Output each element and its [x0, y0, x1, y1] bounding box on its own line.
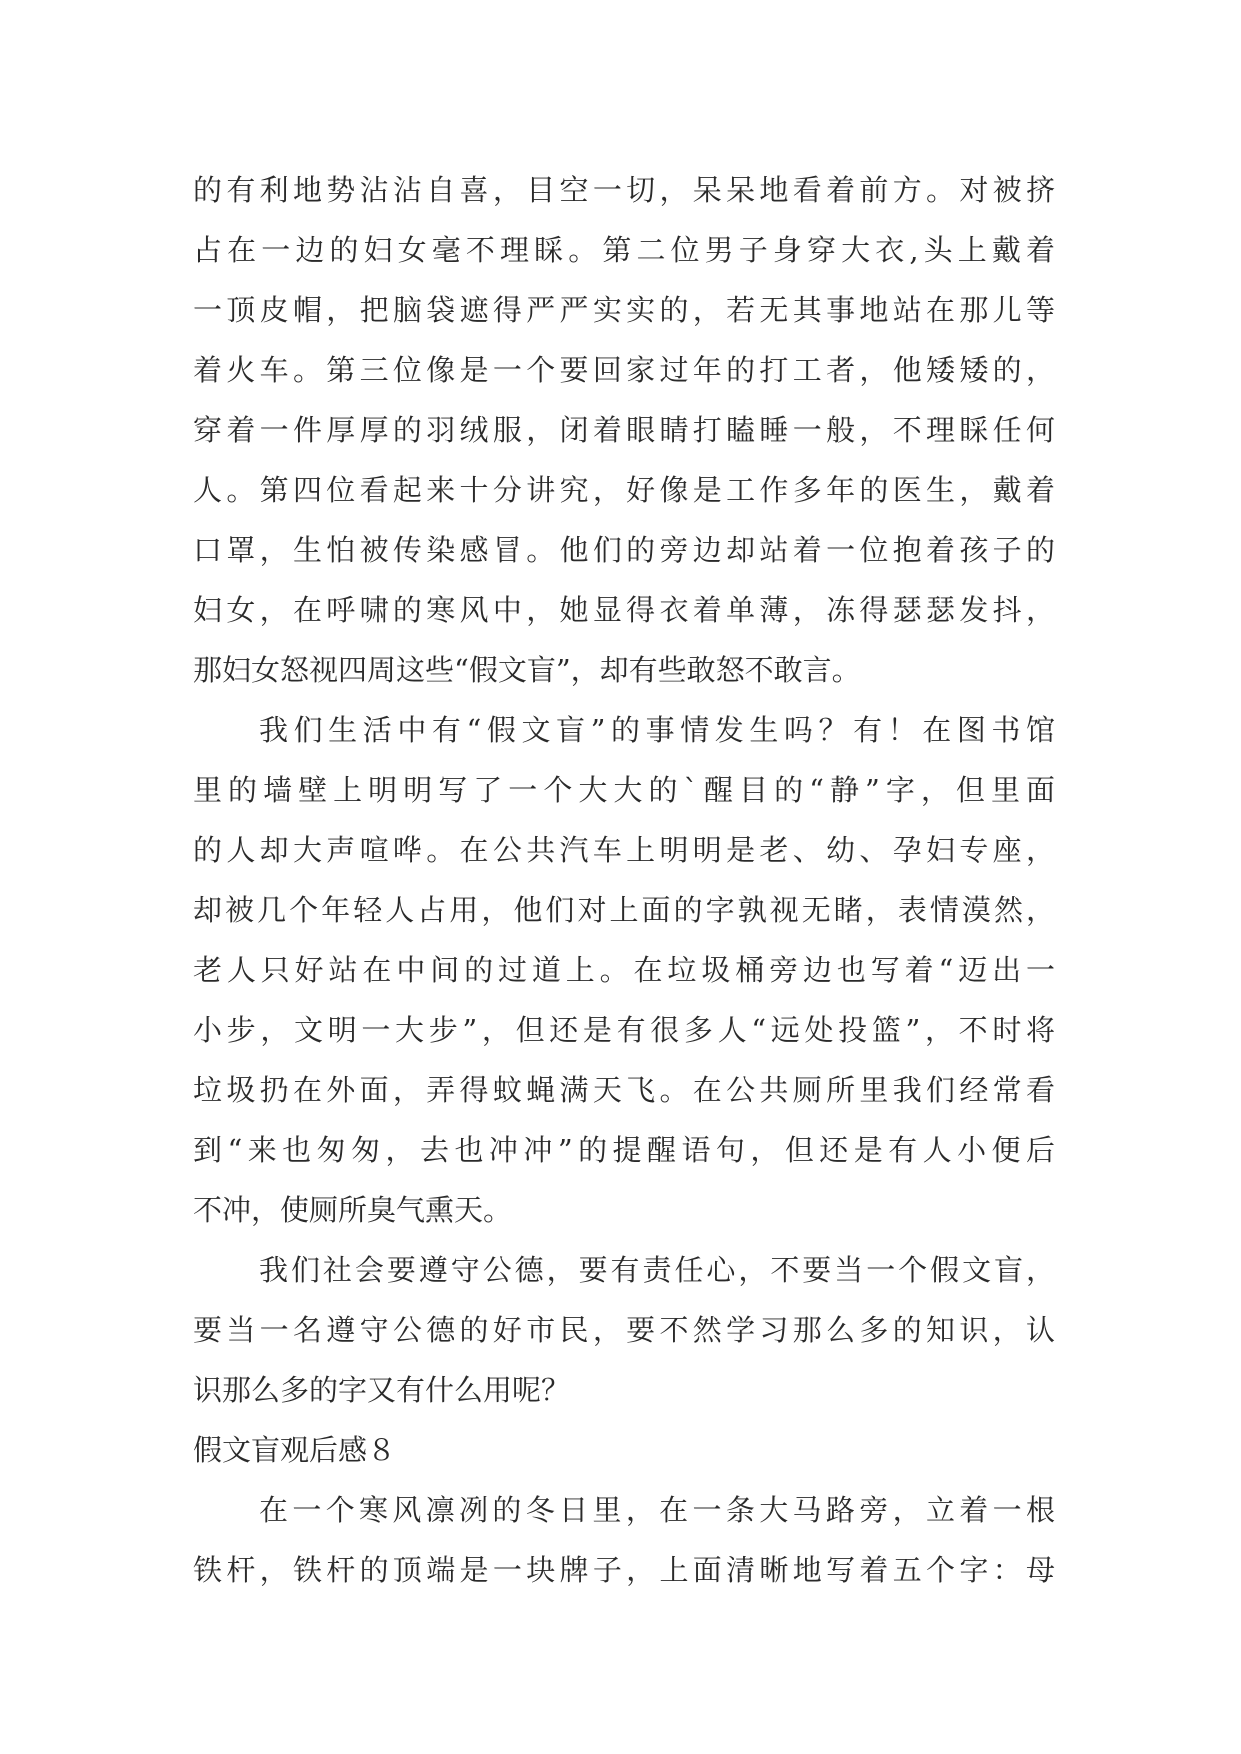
text-line: 小步，文明一大步”，但还是有很多人“远处投篮”，不时将 — [193, 1013, 1055, 1047]
text-line: 垃圾扔在外面，弄得蚊蝇满天飞。在公共厕所里我们经常看 — [193, 1073, 1055, 1107]
text-line: 那妇女怒视四周这些“假文盲”，却有些敢怒不敢言。 — [193, 653, 861, 687]
text-line: 一顶皮帽，把脑袋遮得严严实实的，若无其事地站在那儿等 — [193, 293, 1055, 327]
paragraph-4 — [193, 1480, 1055, 1600]
text-line: 老人只好站在中间的过道上。在垃圾桶旁边也写着“迈出一 — [193, 953, 1055, 987]
text-line: 我们社会要遵守公德，要有责任心，不要当一个假文盲， — [259, 1253, 1055, 1287]
section-heading: 假文盲观后感８ — [193, 1433, 397, 1467]
text-line: 我们生活中有“假文盲”的事情发生吗？有！在图书馆 — [259, 713, 1055, 747]
text-line: 不冲，使厕所臭气熏天。 — [193, 1193, 513, 1227]
text-body — [193, 160, 1055, 1600]
text-line: 要当一名遵守公德的好市民，要不然学习那么多的知识，认 — [193, 1313, 1055, 1347]
text-line: 的人却大声喧哗。在公共汽车上明明是老、幼、孕妇专座， — [193, 833, 1055, 867]
text-line: 却被几个年轻人占用，他们对上面的字孰视无睹，表情漠然， — [193, 893, 1055, 927]
text-line: 识那么多的字又有什么用呢？ — [193, 1373, 571, 1407]
text-line: 穿着一件厚厚的羽绒服，闭着眼睛打瞌睡一般，不理睬任何 — [193, 413, 1055, 447]
text-line: 铁杆，铁杆的顶端是一块牌子，上面清晰地写着五个字：母 — [193, 1553, 1055, 1587]
paragraph-2 — [193, 700, 1055, 1240]
text-line: 人。第四位看起来十分讲究，好像是工作多年的医生，戴着 — [193, 473, 1055, 507]
text-line: 口罩，生怕被传染感冒。他们的旁边却站着一位抱着孩子的 — [193, 533, 1055, 567]
text-line: 妇女，在呼啸的寒风中，她显得衣着单薄，冻得瑟瑟发抖， — [193, 593, 1055, 627]
text-line: 占在一边的妇女毫不理睬。第二位男子身穿大衣,头上戴着 — [193, 233, 1055, 267]
text-line: 着火车。第三位像是一个要回家过年的打工者，他矮矮的， — [193, 353, 1055, 387]
paragraph-3 — [193, 1240, 1055, 1420]
paragraph-1 — [193, 160, 1055, 700]
text-line: 在一个寒风凛冽的冬日里，在一条大马路旁，立着一根 — [259, 1493, 1055, 1527]
text-line: 的有利地势沾沾自喜，目空一切，呆呆地看着前方。对被挤 — [193, 173, 1055, 207]
text-line: 里的墙壁上明明写了一个大大的`醒目的“静”字，但里面 — [193, 773, 1055, 807]
text-line: 到“来也匆匆，去也冲冲”的提醒语句，但还是有人小便后 — [193, 1133, 1055, 1167]
